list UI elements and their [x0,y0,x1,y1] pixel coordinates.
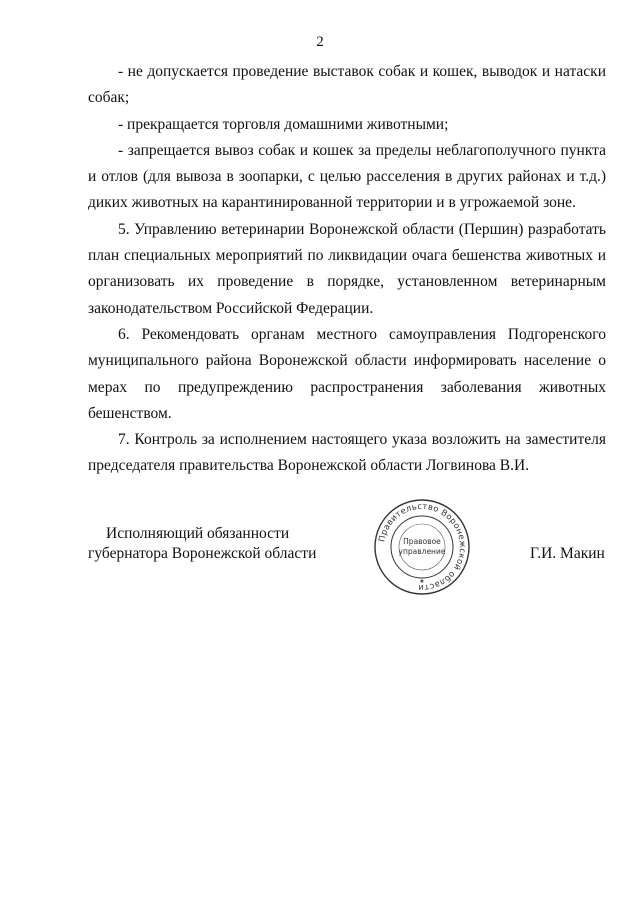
signatory-position [88,524,368,564]
stamp-star-icon: ★ [419,578,425,585]
paragraph-2: - прекращается торговля домашними животными; [118,115,449,133]
page-number: 2 [316,34,324,50]
paragraph-1: - не допускается проведение выставок собак и кошек, выводок и натаски собак; [88,63,606,107]
signatory-position-line2: губернатора Воронежской области [88,545,317,562]
paragraph-6: 7. Контроль за исполнением настоящего указа возложить на заместителя председателя правительства Воронежской области Логвинова В.И. [88,431,606,475]
signatory-position-line1: Исполняющий обязанности [106,525,290,542]
signatory-name: Г.И. Макин [530,545,605,562]
paragraph-5: 6. Рекомендовать органам местного самоуправления Подгоренского муниципального района Воронежской области информировать население о мерах по предупреждению распространения заболевания животных бешенством. [88,325,606,422]
document-body [88,59,606,480]
stamp-center-line2: управление [398,547,446,556]
stamp-ring-text: Правительство Воронежской области [376,500,469,594]
official-stamp [372,497,472,597]
paragraph-3: - запрещается вывоз собак и кошек за пределы неблагополучного пункта и отлов (для вывоза в зоопарки, с целью расселения в других районах и т.д.) диких животных на карантинированной территории и в угрожаемой зоне. [88,141,606,212]
paragraph-4: 5. Управлению ветеринарии Воронежской области (Першин) разработать план специальных мероприятий по ликвидации очага бешенства животных и организовать их проведение в порядке, установленном ветеринарным законодательством Российской Федерации. [88,220,606,317]
stamp-center-line1: Правовое [403,537,441,546]
